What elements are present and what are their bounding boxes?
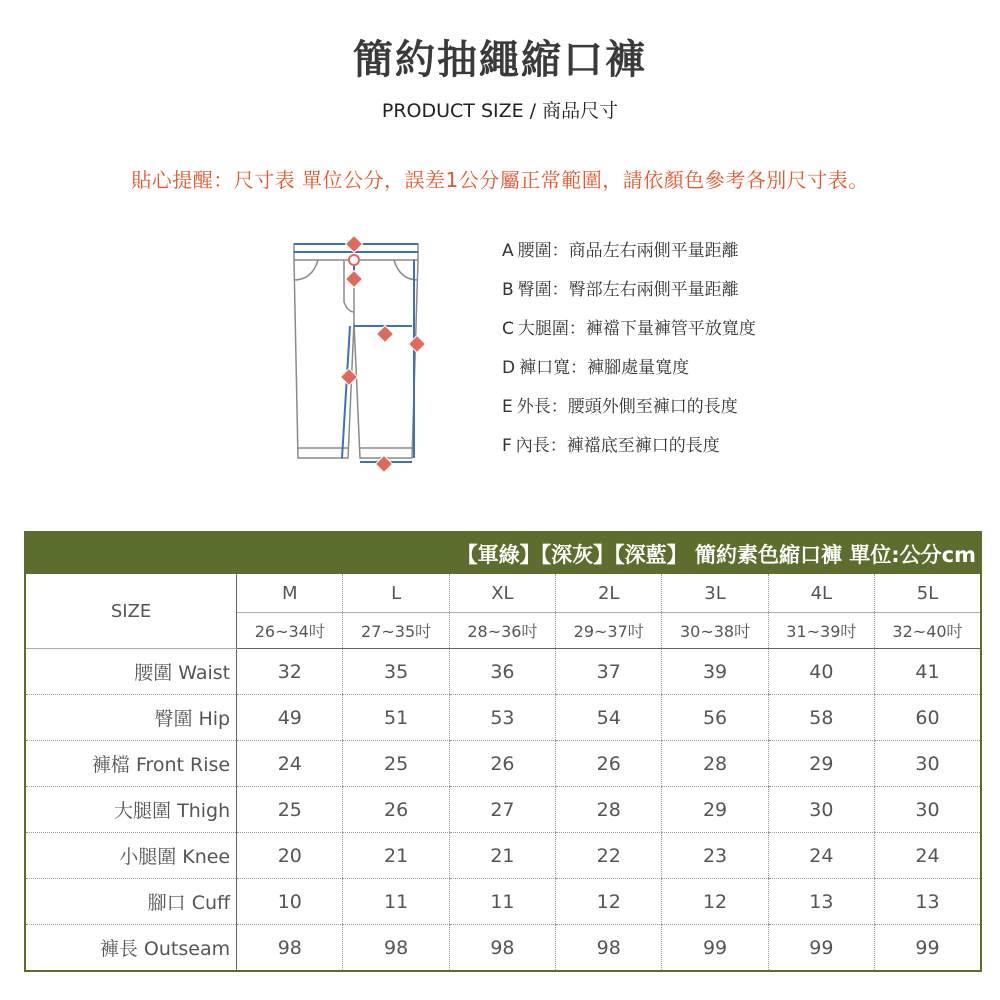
measurement-value: 30 xyxy=(768,787,874,833)
measurement-value: 98 xyxy=(556,925,662,972)
measurement-value: 35 xyxy=(343,649,449,695)
measurement-value: 40 xyxy=(768,649,874,695)
waist-range-cell: 32~40吋 xyxy=(875,613,982,649)
measurement-value: 13 xyxy=(768,879,874,925)
legend-item-a: A 腰圍：商品左右兩側平量距離 xyxy=(502,241,739,261)
measurement-value: 22 xyxy=(556,833,662,879)
waist-range-cell: 29~37吋 xyxy=(556,613,662,649)
measurement-value: 99 xyxy=(768,925,874,972)
size-cell: XL xyxy=(449,574,555,613)
measurement-value: 39 xyxy=(662,649,768,695)
waist-range-cell: 26~34吋 xyxy=(237,613,343,649)
table-row xyxy=(25,649,981,695)
measurement-value: 49 xyxy=(237,695,343,741)
size-chart-table xyxy=(24,531,982,972)
legend-item-b: B 臀圍：臀部左右兩側平量距離 xyxy=(502,280,739,300)
measurement-label: 大腿圍 Thigh xyxy=(25,787,237,833)
table-header: 【軍綠】【深灰】【深藍】 簡約素色縮口褲 單位:公分cm xyxy=(25,532,981,574)
measurement-value: 54 xyxy=(556,695,662,741)
measurement-label: 臀圍 Hip xyxy=(25,695,237,741)
measurement-value: 12 xyxy=(556,879,662,925)
size-cell: 3L xyxy=(662,574,768,613)
measurement-value: 27 xyxy=(449,787,555,833)
legend-item-c: C 大腿圍：褲襠下量褲管平放寬度 xyxy=(502,319,756,339)
measurement-value: 24 xyxy=(768,833,874,879)
page-subtitle: PRODUCT SIZE / 商品尺寸 xyxy=(381,100,619,122)
table-row xyxy=(25,925,981,972)
waist-range-cell: 28~36吋 xyxy=(449,613,555,649)
measurement-value: 53 xyxy=(449,695,555,741)
measurement-value: 24 xyxy=(875,833,982,879)
table-row xyxy=(25,695,981,741)
legend-item-d: D 褲口寬：褲腳處量寬度 xyxy=(502,358,690,378)
measurement-value: 98 xyxy=(449,925,555,972)
pants-measurement-diagram-icon xyxy=(282,232,432,472)
table-row xyxy=(25,787,981,833)
size-row xyxy=(25,574,981,613)
size-cell: 4L xyxy=(768,574,874,613)
measurement-value: 29 xyxy=(768,741,874,787)
measurement-value: 23 xyxy=(662,833,768,879)
size-cell: 5L xyxy=(875,574,982,613)
measurement-value: 12 xyxy=(662,879,768,925)
measurement-value: 21 xyxy=(449,833,555,879)
measurement-value: 98 xyxy=(343,925,449,972)
table-row xyxy=(25,833,981,879)
measurement-value: 10 xyxy=(237,879,343,925)
measurement-value: 26 xyxy=(449,741,555,787)
measurement-value: 30 xyxy=(875,741,982,787)
measurement-value: 51 xyxy=(343,695,449,741)
measurement-value: 56 xyxy=(662,695,768,741)
measurement-value: 26 xyxy=(556,741,662,787)
waist-range-cell: 31~39吋 xyxy=(768,613,874,649)
measurement-value: 28 xyxy=(556,787,662,833)
measurement-value: 36 xyxy=(449,649,555,695)
measurement-value: 99 xyxy=(875,925,982,972)
table-row xyxy=(25,879,981,925)
table-row xyxy=(25,741,981,787)
measurement-label: 褲檔 Front Rise xyxy=(25,741,237,787)
measurement-label: 褲長 Outseam xyxy=(25,925,237,972)
size-label: SIZE xyxy=(25,574,237,649)
page-title: 簡約抽繩縮口褲 xyxy=(353,37,647,83)
measurement-value: 60 xyxy=(875,695,982,741)
measurement-value: 11 xyxy=(449,879,555,925)
measurement-value: 58 xyxy=(768,695,874,741)
measurement-value: 28 xyxy=(662,741,768,787)
measurement-value: 37 xyxy=(556,649,662,695)
legend-item-e: E 外長：腰頭外側至褲口的長度 xyxy=(502,397,738,417)
measurement-value: 26 xyxy=(343,787,449,833)
size-reminder: 貼心提醒：尺寸表 單位公分，誤差1公分屬正常範圍，請依顏色參考各別尺寸表。 xyxy=(131,168,869,192)
table-header-row xyxy=(25,532,981,574)
measurement-value: 29 xyxy=(662,787,768,833)
measurement-value: 11 xyxy=(343,879,449,925)
measurement-value: 32 xyxy=(237,649,343,695)
measurement-value: 24 xyxy=(237,741,343,787)
measurement-legend xyxy=(502,238,942,472)
size-cell: 2L xyxy=(556,574,662,613)
waist-range-cell: 30~38吋 xyxy=(662,613,768,649)
measurement-value: 25 xyxy=(237,787,343,833)
measurement-value: 30 xyxy=(875,787,982,833)
measurement-label: 小腿圍 Knee xyxy=(25,833,237,879)
measurement-rows xyxy=(25,649,981,972)
measurement-value: 41 xyxy=(875,649,982,695)
measurement-value: 98 xyxy=(237,925,343,972)
measurement-label: 腳口 Cuff xyxy=(25,879,237,925)
measurement-label: 腰圍 Waist xyxy=(25,649,237,695)
measurement-value: 99 xyxy=(662,925,768,972)
waist-range-cell: 27~35吋 xyxy=(343,613,449,649)
legend-item-f: F 內長：褲襠底至褲口的長度 xyxy=(502,436,720,456)
measurement-value: 13 xyxy=(875,879,982,925)
size-cell: L xyxy=(343,574,449,613)
measurement-value: 20 xyxy=(237,833,343,879)
measurement-value: 25 xyxy=(343,741,449,787)
size-cell: M xyxy=(237,574,343,613)
measurement-value: 21 xyxy=(343,833,449,879)
